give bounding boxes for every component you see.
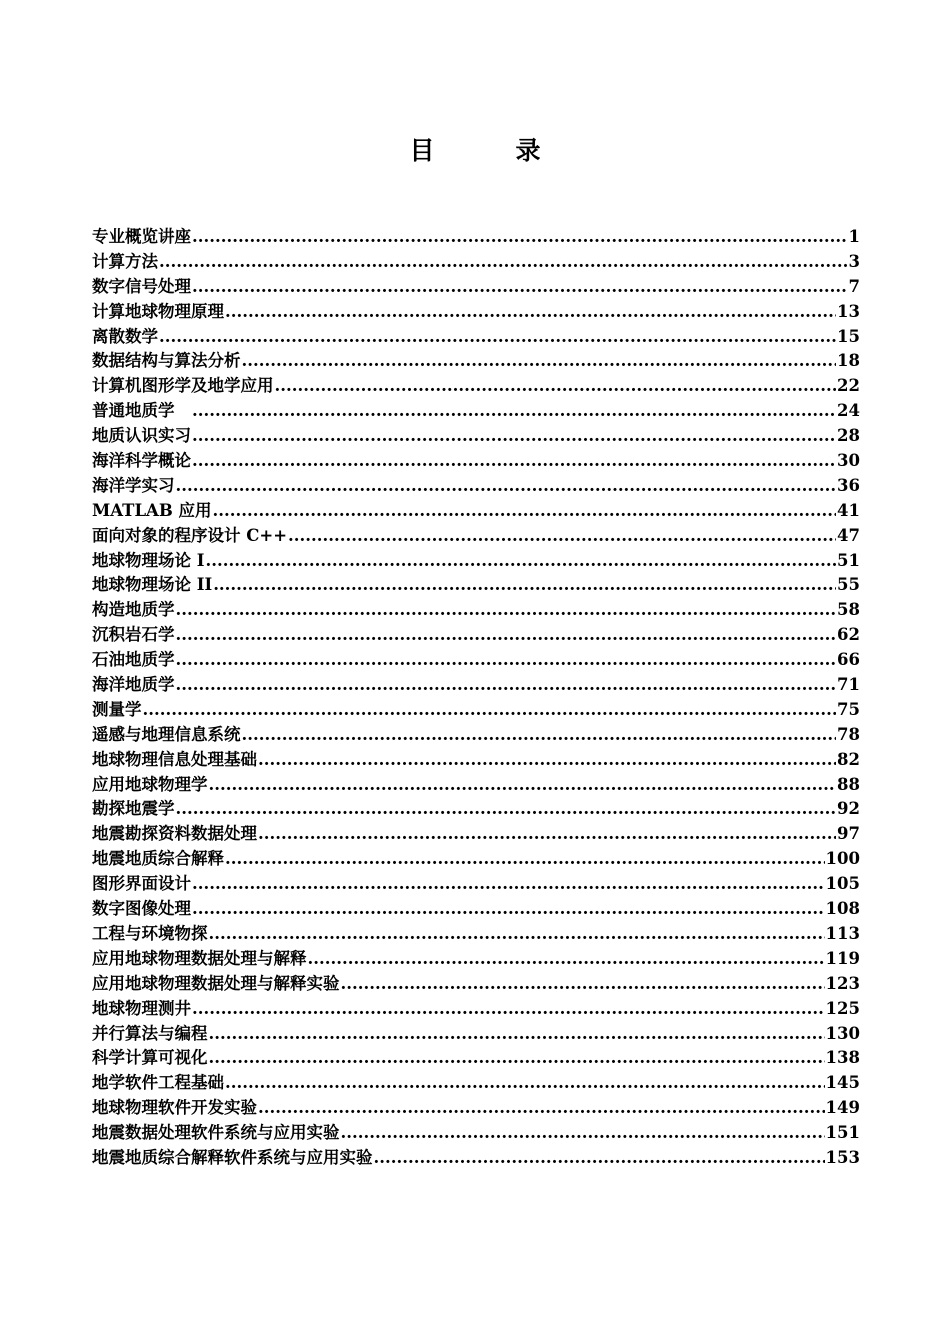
toc-entry-label: 数字信号处理 (92, 276, 191, 296)
toc-dot-leader (176, 797, 837, 822)
toc-entry-label: 地震地质综合解释软件系统与应用实验 (92, 1147, 373, 1167)
toc-entry-label: 数据结构与算法分析 (92, 351, 241, 371)
toc-entry-page-number: 88 (837, 774, 860, 794)
toc-entry-page-number: 151 (825, 1123, 860, 1143)
toc-entry-page-number: 119 (825, 948, 860, 968)
toc-entry[interactable] (92, 673, 860, 698)
toc-dot-leader (205, 549, 836, 574)
toc-entry-label: 地学软件工程基础 (92, 1073, 224, 1093)
toc-entry-page-number: 71 (837, 675, 860, 695)
toc-dot-leader (176, 474, 837, 499)
toc-entry[interactable] (92, 300, 860, 325)
toc-entry-page-number: 47 (837, 525, 860, 545)
toc-entry[interactable] (92, 698, 860, 723)
toc-entry-label: 地震数据处理软件系统与应用实验 (92, 1123, 340, 1143)
toc-entry-page-number: 62 (837, 625, 860, 645)
toc-entry[interactable] (92, 773, 860, 798)
toc-entry-label: 测量学 (92, 699, 142, 719)
toc-entry[interactable] (92, 349, 860, 374)
toc-dot-leader (176, 673, 837, 698)
toc-dot-leader (192, 399, 836, 424)
toc-entry[interactable] (92, 1071, 860, 1096)
toc-dot-leader (192, 897, 825, 922)
toc-entry-label: 面向对象的程序设计 C++ (92, 525, 288, 545)
toc-entry[interactable] (92, 922, 860, 947)
toc-dot-leader (341, 972, 825, 997)
toc-entry-page-number: 78 (837, 724, 860, 744)
toc-entry-label: 地质认识实习 (92, 426, 191, 446)
toc-entry-page-number: 92 (837, 799, 860, 819)
toc-entry[interactable] (92, 872, 860, 897)
toc-entry-page-number: 3 (848, 251, 860, 271)
toc-entry-page-number: 75 (837, 699, 860, 719)
toc-entry-page-number: 153 (825, 1147, 860, 1167)
toc-dot-leader (192, 424, 836, 449)
toc-dot-leader (242, 723, 837, 748)
toc-entry[interactable] (92, 623, 860, 648)
toc-entry-label: 构造地质学 (92, 600, 175, 620)
toc-entry-page-number: 100 (825, 849, 860, 869)
toc-dot-leader (288, 524, 836, 549)
toc-dot-leader (192, 275, 848, 300)
toc-dot-leader (258, 822, 836, 847)
toc-entry[interactable] (92, 1146, 860, 1171)
toc-entry[interactable] (92, 424, 860, 449)
toc-entry[interactable] (92, 947, 860, 972)
toc-entry-page-number: 113 (825, 923, 860, 943)
toc-entry-page-number: 7 (848, 276, 860, 296)
toc-entry-label: 普通地质学 (92, 401, 191, 421)
toc-dot-leader (341, 1121, 825, 1146)
toc-entry-label: 地球物理场论 II (92, 575, 213, 595)
toc-entry-page-number: 30 (837, 451, 860, 471)
toc-entry[interactable] (92, 474, 860, 499)
toc-entry-label: 应用地球物理数据处理与解释 (92, 948, 307, 968)
toc-entry-page-number: 51 (837, 550, 860, 570)
toc-entry-label: 工程与环境物探 (92, 923, 208, 943)
toc-entry[interactable] (92, 847, 860, 872)
toc-entry[interactable] (92, 275, 860, 300)
toc-entry-label: 计算方法 (92, 251, 158, 271)
toc-entry-page-number: 41 (837, 500, 860, 520)
toc-dot-leader (209, 773, 837, 798)
toc-dot-leader (192, 997, 825, 1022)
toc-entry[interactable] (92, 1022, 860, 1047)
toc-entry[interactable] (92, 897, 860, 922)
toc-title: 目 录 (409, 136, 569, 165)
toc-entry[interactable] (92, 225, 860, 250)
toc-entry-label: 地震地质综合解释 (92, 849, 224, 869)
toc-entry-label: 计算机图形学及地学应用 (92, 376, 274, 396)
toc-entry-page-number: 28 (837, 426, 860, 446)
toc-entry-page-number: 108 (825, 899, 860, 919)
toc-entry[interactable] (92, 325, 860, 350)
toc-entry-page-number: 130 (825, 1023, 860, 1043)
toc-dot-leader (258, 748, 836, 773)
toc-entry-page-number: 149 (825, 1098, 860, 1118)
toc-entry-label: 应用地球物理学 (92, 774, 208, 794)
toc-entry[interactable] (92, 524, 860, 549)
toc-entry[interactable] (92, 822, 860, 847)
toc-entry[interactable] (92, 797, 860, 822)
toc-entry[interactable] (92, 573, 860, 598)
toc-entry-label: MATLAB 应用 (92, 500, 212, 520)
toc-entry-page-number: 105 (825, 874, 860, 894)
toc-dot-leader (176, 598, 837, 623)
toc-entry-page-number: 55 (837, 575, 860, 595)
toc-entry-page-number: 22 (837, 376, 860, 396)
toc-dot-leader (275, 374, 837, 399)
toc-entry[interactable] (92, 598, 860, 623)
toc-dot-leader (225, 847, 825, 872)
toc-entry-label: 地球物理测井 (92, 998, 191, 1018)
toc-entry-page-number: 82 (837, 749, 860, 769)
toc-dot-leader (192, 225, 848, 250)
toc-entry-label: 遥感与地理信息系统 (92, 724, 241, 744)
toc-entry-label: 地球物理场论 I (92, 550, 205, 570)
toc-entry-label: 地震勘探资料数据处理 (92, 824, 257, 844)
toc-entry[interactable] (92, 399, 860, 424)
toc-entry-label: 应用地球物理数据处理与解释实验 (92, 973, 340, 993)
toc-dot-leader (159, 325, 836, 350)
toc-dot-leader (192, 449, 836, 474)
toc-entry-label: 专业概览讲座 (92, 227, 191, 246)
toc-entry-page-number: 18 (837, 351, 860, 371)
table-of-contents (92, 225, 860, 1171)
toc-entry-page-number: 138 (825, 1048, 860, 1068)
toc-dot-leader (213, 499, 836, 524)
toc-entry[interactable] (92, 723, 860, 748)
toc-dot-leader (374, 1146, 825, 1171)
toc-entry[interactable] (92, 549, 860, 574)
toc-entry-page-number: 145 (825, 1073, 860, 1093)
toc-entry[interactable] (92, 250, 860, 275)
toc-dot-leader (225, 300, 836, 325)
toc-entry[interactable] (92, 972, 860, 997)
toc-dot-leader (176, 623, 837, 648)
toc-entry[interactable] (92, 997, 860, 1022)
toc-entry[interactable] (92, 1096, 860, 1121)
toc-entry-label: 图形界面设计 (92, 874, 191, 894)
toc-entry-page-number: 1 (848, 227, 860, 246)
toc-entry-page-number: 13 (837, 301, 860, 321)
toc-dot-leader (159, 250, 848, 275)
toc-entry-page-number: 123 (825, 973, 860, 993)
toc-dot-leader (209, 1022, 825, 1047)
toc-entry-label: 离散数学 (92, 326, 158, 346)
toc-entry[interactable] (92, 648, 860, 673)
toc-entry-page-number: 58 (837, 600, 860, 620)
toc-dot-leader (213, 573, 836, 598)
toc-dot-leader (176, 648, 837, 673)
toc-dot-leader (143, 698, 837, 723)
toc-entry-label: 沉积岩石学 (92, 625, 175, 645)
toc-dot-leader (242, 349, 837, 374)
toc-dot-leader (308, 947, 825, 972)
toc-entry[interactable] (92, 374, 860, 399)
toc-entry-label: 地球物理信息处理基础 (92, 749, 257, 769)
toc-dot-leader (192, 872, 825, 897)
toc-entry-label: 地球物理软件开发实验 (92, 1098, 257, 1118)
toc-entry-page-number: 97 (837, 824, 860, 844)
toc-entry-page-number: 36 (837, 475, 860, 495)
toc-dot-leader (258, 1096, 825, 1121)
toc-entry-page-number: 66 (837, 650, 860, 670)
toc-dot-leader (225, 1071, 825, 1096)
toc-entry-label: 石油地质学 (92, 650, 175, 670)
toc-entry-label: 海洋地质学 (92, 675, 175, 695)
toc-entry-page-number: 125 (825, 998, 860, 1018)
toc-entry[interactable] (92, 1046, 860, 1071)
toc-entry-label: 科学计算可视化 (92, 1048, 208, 1068)
toc-entry-label: 计算地球物理原理 (92, 301, 224, 321)
toc-entry-label: 并行算法与编程 (92, 1023, 208, 1043)
toc-dot-leader (209, 922, 825, 947)
toc-entry-label: 数字图像处理 (92, 899, 191, 919)
toc-entry-label: 海洋学实习 (92, 475, 175, 495)
toc-entry-page-number: 15 (837, 326, 860, 346)
toc-dot-leader (209, 1046, 825, 1071)
toc-entry[interactable] (92, 499, 860, 524)
toc-entry-page-number: 24 (837, 401, 860, 421)
toc-entry-label: 海洋科学概论 (92, 451, 191, 471)
toc-entry[interactable] (92, 1121, 860, 1146)
toc-entry[interactable] (92, 449, 860, 474)
toc-entry[interactable] (92, 748, 860, 773)
toc-entry-label: 勘探地震学 (92, 799, 175, 819)
